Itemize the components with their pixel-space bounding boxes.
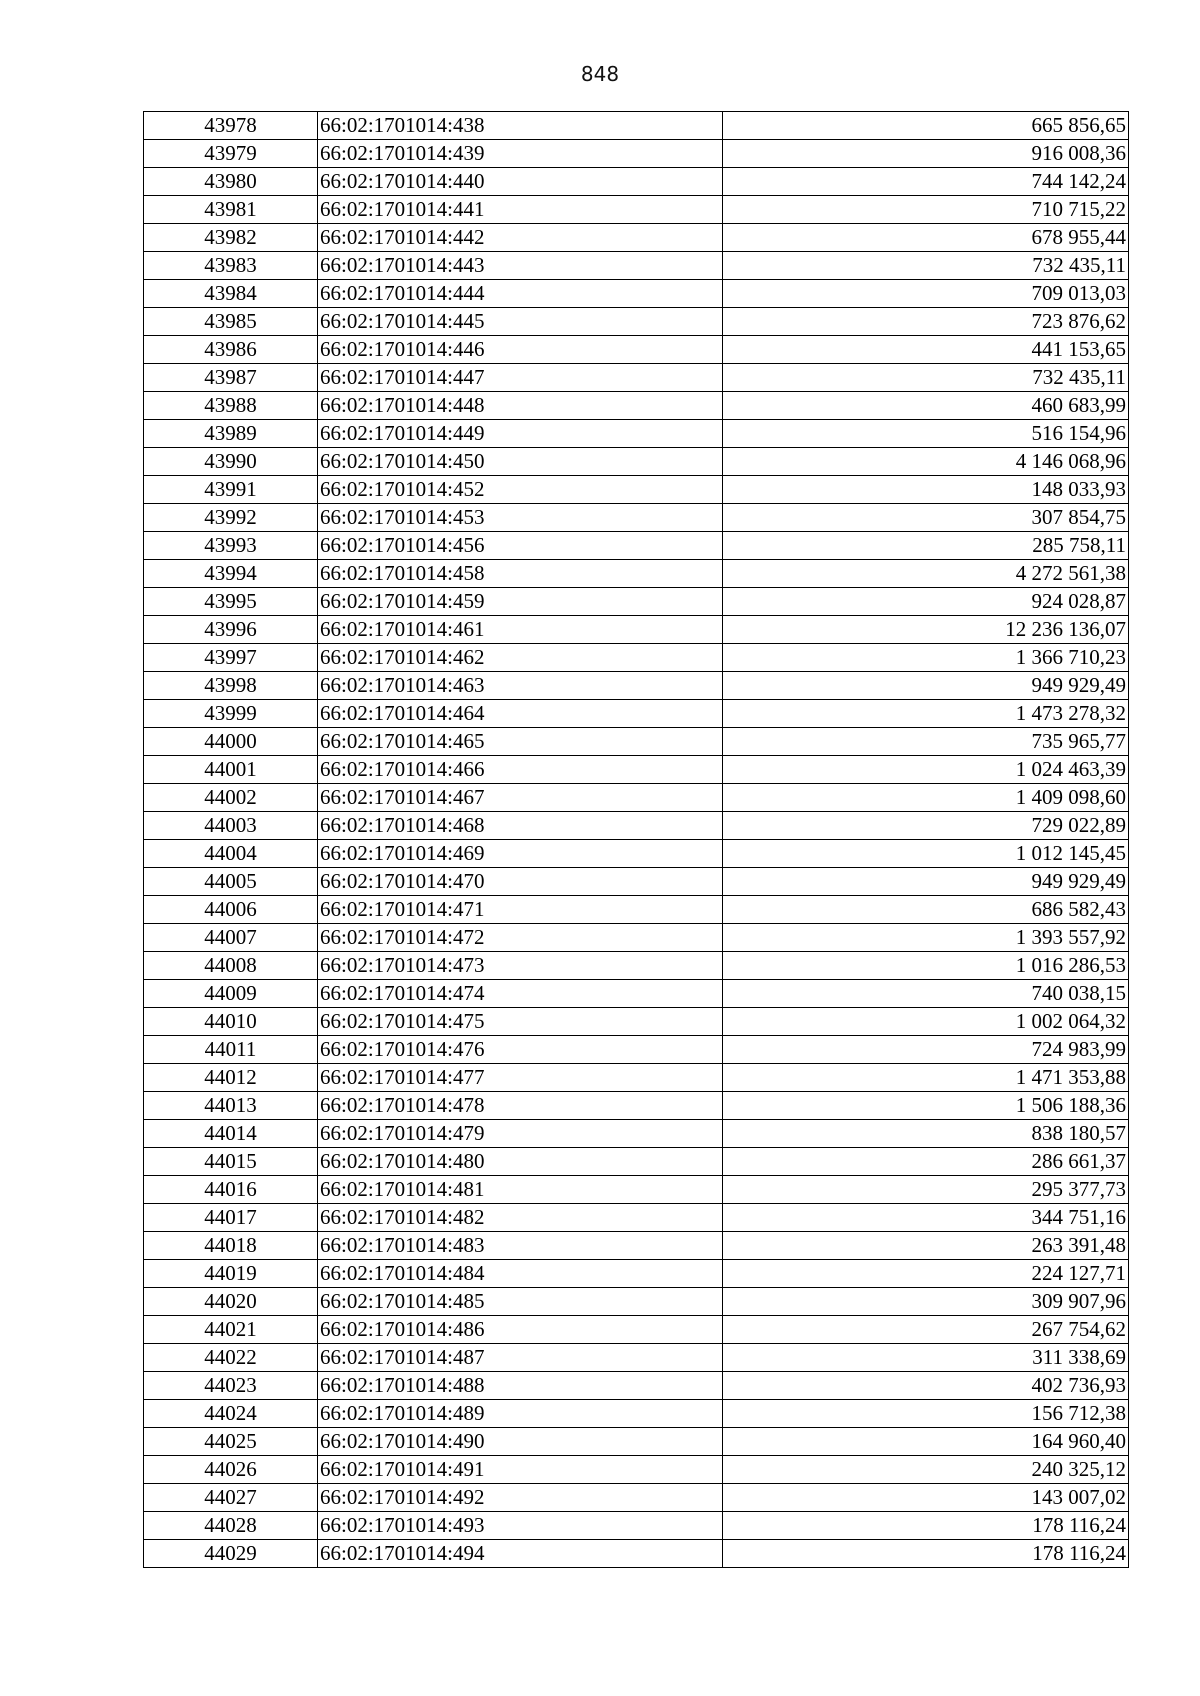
table-row — [144, 1092, 1129, 1120]
cadastral-number-cell: 66:02:1701014:488 — [318, 1372, 723, 1400]
row-number-cell: 44023 — [144, 1372, 318, 1400]
cadastral-value-cell: 286 661,37 — [723, 1148, 1129, 1176]
cadastral-value-cell: 723 876,62 — [723, 308, 1129, 336]
row-number-cell: 44016 — [144, 1176, 318, 1204]
cadastral-number-cell: 66:02:1701014:492 — [318, 1484, 723, 1512]
cadastral-value-cell: 295 377,73 — [723, 1176, 1129, 1204]
table-row — [144, 980, 1129, 1008]
row-number-cell: 43978 — [144, 112, 318, 140]
table-row — [144, 1176, 1129, 1204]
cadastral-number-cell: 66:02:1701014:464 — [318, 700, 723, 728]
table-row — [144, 1512, 1129, 1540]
row-number-cell: 44013 — [144, 1092, 318, 1120]
table-row — [144, 1064, 1129, 1092]
cadastral-value-cell: 1 366 710,23 — [723, 644, 1129, 672]
cadastral-value-cell: 285 758,11 — [723, 532, 1129, 560]
cadastral-value-cell: 311 338,69 — [723, 1344, 1129, 1372]
cadastral-number-cell: 66:02:1701014:456 — [318, 532, 723, 560]
row-number-cell: 43979 — [144, 140, 318, 168]
cadastral-number-cell: 66:02:1701014:466 — [318, 756, 723, 784]
row-number-cell: 43998 — [144, 672, 318, 700]
cadastral-number-cell: 66:02:1701014:467 — [318, 784, 723, 812]
row-number-cell: 43988 — [144, 392, 318, 420]
cadastral-value-cell: 267 754,62 — [723, 1316, 1129, 1344]
table-row — [144, 280, 1129, 308]
cadastral-number-cell: 66:02:1701014:448 — [318, 392, 723, 420]
cadastral-value-cell: 224 127,71 — [723, 1260, 1129, 1288]
table-row — [144, 1456, 1129, 1484]
row-number-cell: 44009 — [144, 980, 318, 1008]
cadastral-number-cell: 66:02:1701014:477 — [318, 1064, 723, 1092]
cadastral-number-cell: 66:02:1701014:494 — [318, 1540, 723, 1568]
table-row — [144, 196, 1129, 224]
row-number-cell: 44005 — [144, 868, 318, 896]
table-row — [144, 420, 1129, 448]
cadastral-value-cell: 678 955,44 — [723, 224, 1129, 252]
cadastral-number-cell: 66:02:1701014:462 — [318, 644, 723, 672]
cadastral-value-cell: 441 153,65 — [723, 336, 1129, 364]
table-row — [144, 616, 1129, 644]
cadastral-value-cell: 710 715,22 — [723, 196, 1129, 224]
table-row — [144, 644, 1129, 672]
row-number-cell: 44029 — [144, 1540, 318, 1568]
cadastral-number-cell: 66:02:1701014:473 — [318, 952, 723, 980]
row-number-cell: 44012 — [144, 1064, 318, 1092]
cadastral-value-cell: 1 016 286,53 — [723, 952, 1129, 980]
cadastral-number-cell: 66:02:1701014:486 — [318, 1316, 723, 1344]
row-number-cell: 44003 — [144, 812, 318, 840]
cadastral-value-cell: 1 012 145,45 — [723, 840, 1129, 868]
table-row — [144, 224, 1129, 252]
table-row — [144, 1232, 1129, 1260]
row-number-cell: 44004 — [144, 840, 318, 868]
row-number-cell: 44017 — [144, 1204, 318, 1232]
cadastral-number-cell: 66:02:1701014:490 — [318, 1428, 723, 1456]
row-number-cell: 43984 — [144, 280, 318, 308]
table-row — [144, 1204, 1129, 1232]
cadastral-number-cell: 66:02:1701014:438 — [318, 112, 723, 140]
cadastral-number-cell: 66:02:1701014:489 — [318, 1400, 723, 1428]
row-number-cell: 43999 — [144, 700, 318, 728]
cadastral-number-cell: 66:02:1701014:452 — [318, 476, 723, 504]
cadastral-number-cell: 66:02:1701014:478 — [318, 1092, 723, 1120]
row-number-cell: 44000 — [144, 728, 318, 756]
table-row — [144, 756, 1129, 784]
cadastral-value-table — [143, 111, 1129, 1568]
cadastral-value-cell: 143 007,02 — [723, 1484, 1129, 1512]
cadastral-value-cell: 307 854,75 — [723, 504, 1129, 532]
table-row — [144, 700, 1129, 728]
table-row — [144, 1344, 1129, 1372]
row-number-cell: 44007 — [144, 924, 318, 952]
cadastral-value-cell: 949 929,49 — [723, 868, 1129, 896]
table-row — [144, 1148, 1129, 1176]
cadastral-number-cell: 66:02:1701014:450 — [318, 448, 723, 476]
row-number-cell: 43982 — [144, 224, 318, 252]
cadastral-number-cell: 66:02:1701014:453 — [318, 504, 723, 532]
table-row — [144, 448, 1129, 476]
cadastral-number-cell: 66:02:1701014:440 — [318, 168, 723, 196]
row-number-cell: 44015 — [144, 1148, 318, 1176]
row-number-cell: 44019 — [144, 1260, 318, 1288]
row-number-cell: 44011 — [144, 1036, 318, 1064]
row-number-cell: 44021 — [144, 1316, 318, 1344]
table-row — [144, 1008, 1129, 1036]
cadastral-value-cell: 924 028,87 — [723, 588, 1129, 616]
cadastral-number-cell: 66:02:1701014:442 — [318, 224, 723, 252]
cadastral-number-cell: 66:02:1701014:444 — [318, 280, 723, 308]
row-number-cell: 44026 — [144, 1456, 318, 1484]
row-number-cell: 43983 — [144, 252, 318, 280]
cadastral-value-cell: 309 907,96 — [723, 1288, 1129, 1316]
table-row — [144, 1120, 1129, 1148]
row-number-cell: 43994 — [144, 560, 318, 588]
table-row — [144, 1400, 1129, 1428]
cadastral-value-cell: 916 008,36 — [723, 140, 1129, 168]
table-row — [144, 812, 1129, 840]
cadastral-value-cell: 178 116,24 — [723, 1540, 1129, 1568]
row-number-cell: 44027 — [144, 1484, 318, 1512]
row-number-cell: 43980 — [144, 168, 318, 196]
cadastral-number-cell: 66:02:1701014:445 — [318, 308, 723, 336]
row-number-cell: 43993 — [144, 532, 318, 560]
cadastral-value-cell: 178 116,24 — [723, 1512, 1129, 1540]
cadastral-value-cell: 732 435,11 — [723, 364, 1129, 392]
cadastral-value-cell: 732 435,11 — [723, 252, 1129, 280]
cadastral-value-cell: 12 236 136,07 — [723, 616, 1129, 644]
cadastral-value-cell: 949 929,49 — [723, 672, 1129, 700]
table-row — [144, 1288, 1129, 1316]
cadastral-value-cell: 148 033,93 — [723, 476, 1129, 504]
cadastral-number-cell: 66:02:1701014:483 — [318, 1232, 723, 1260]
cadastral-value-cell: 402 736,93 — [723, 1372, 1129, 1400]
table-row — [144, 532, 1129, 560]
row-number-cell: 43996 — [144, 616, 318, 644]
row-number-cell: 44006 — [144, 896, 318, 924]
cadastral-value-cell: 263 391,48 — [723, 1232, 1129, 1260]
cadastral-value-cell: 240 325,12 — [723, 1456, 1129, 1484]
cadastral-number-cell: 66:02:1701014:441 — [318, 196, 723, 224]
row-number-cell: 43997 — [144, 644, 318, 672]
table-row — [144, 1372, 1129, 1400]
row-number-cell: 43991 — [144, 476, 318, 504]
cadastral-value-cell: 344 751,16 — [723, 1204, 1129, 1232]
table-row — [144, 112, 1129, 140]
row-number-cell: 44008 — [144, 952, 318, 980]
cadastral-value-cell: 1 409 098,60 — [723, 784, 1129, 812]
cadastral-number-cell: 66:02:1701014:446 — [318, 336, 723, 364]
cadastral-value-cell: 516 154,96 — [723, 420, 1129, 448]
table-row — [144, 1484, 1129, 1512]
row-number-cell: 44024 — [144, 1400, 318, 1428]
row-number-cell: 44018 — [144, 1232, 318, 1260]
table-row — [144, 252, 1129, 280]
cadastral-number-cell: 66:02:1701014:484 — [318, 1260, 723, 1288]
cadastral-number-cell: 66:02:1701014:474 — [318, 980, 723, 1008]
table-row — [144, 896, 1129, 924]
table-row — [144, 1036, 1129, 1064]
table-row — [144, 784, 1129, 812]
cadastral-value-cell: 740 038,15 — [723, 980, 1129, 1008]
cadastral-number-cell: 66:02:1701014:472 — [318, 924, 723, 952]
row-number-cell: 44025 — [144, 1428, 318, 1456]
row-number-cell: 43992 — [144, 504, 318, 532]
row-number-cell: 44002 — [144, 784, 318, 812]
cadastral-value-cell: 1 471 353,88 — [723, 1064, 1129, 1092]
table-row — [144, 336, 1129, 364]
cadastral-value-cell: 1 393 557,92 — [723, 924, 1129, 952]
row-number-cell: 44022 — [144, 1344, 318, 1372]
cadastral-value-cell: 164 960,40 — [723, 1428, 1129, 1456]
cadastral-number-cell: 66:02:1701014:461 — [318, 616, 723, 644]
cadastral-value-cell: 729 022,89 — [723, 812, 1129, 840]
table-row — [144, 476, 1129, 504]
cadastral-number-cell: 66:02:1701014:493 — [318, 1512, 723, 1540]
cadastral-value-cell: 1 024 463,39 — [723, 756, 1129, 784]
cadastral-number-cell: 66:02:1701014:480 — [318, 1148, 723, 1176]
cadastral-value-cell: 724 983,99 — [723, 1036, 1129, 1064]
cadastral-number-cell: 66:02:1701014:481 — [318, 1176, 723, 1204]
row-number-cell: 43981 — [144, 196, 318, 224]
cadastral-value-cell: 4 272 561,38 — [723, 560, 1129, 588]
row-number-cell: 43985 — [144, 308, 318, 336]
table-row — [144, 728, 1129, 756]
table-row — [144, 952, 1129, 980]
cadastral-number-cell: 66:02:1701014:468 — [318, 812, 723, 840]
cadastral-value-cell: 1 473 278,32 — [723, 700, 1129, 728]
cadastral-number-cell: 66:02:1701014:449 — [318, 420, 723, 448]
table-row — [144, 140, 1129, 168]
cadastral-value-cell: 744 142,24 — [723, 168, 1129, 196]
cadastral-value-cell: 735 965,77 — [723, 728, 1129, 756]
row-number-cell: 43989 — [144, 420, 318, 448]
table-row — [144, 308, 1129, 336]
page-number: 848 — [580, 62, 620, 86]
cadastral-number-cell: 66:02:1701014:487 — [318, 1344, 723, 1372]
table-row — [144, 588, 1129, 616]
table-row — [144, 560, 1129, 588]
table-row — [144, 868, 1129, 896]
cadastral-value-cell: 1 506 188,36 — [723, 1092, 1129, 1120]
cadastral-number-cell: 66:02:1701014:447 — [318, 364, 723, 392]
cadastral-number-cell: 66:02:1701014:491 — [318, 1456, 723, 1484]
table-row — [144, 168, 1129, 196]
table-row — [144, 392, 1129, 420]
cadastral-value-cell: 665 856,65 — [723, 112, 1129, 140]
table-row — [144, 840, 1129, 868]
cadastral-number-cell: 66:02:1701014:443 — [318, 252, 723, 280]
row-number-cell: 43995 — [144, 588, 318, 616]
row-number-cell: 44028 — [144, 1512, 318, 1540]
cadastral-value-cell: 460 683,99 — [723, 392, 1129, 420]
cadastral-number-cell: 66:02:1701014:476 — [318, 1036, 723, 1064]
table-row — [144, 1316, 1129, 1344]
row-number-cell: 44014 — [144, 1120, 318, 1148]
cadastral-value-cell: 1 002 064,32 — [723, 1008, 1129, 1036]
cadastral-number-cell: 66:02:1701014:471 — [318, 896, 723, 924]
cadastral-number-cell: 66:02:1701014:459 — [318, 588, 723, 616]
cadastral-number-cell: 66:02:1701014:479 — [318, 1120, 723, 1148]
row-number-cell: 44020 — [144, 1288, 318, 1316]
cadastral-value-cell: 838 180,57 — [723, 1120, 1129, 1148]
cadastral-number-cell: 66:02:1701014:458 — [318, 560, 723, 588]
table-row — [144, 504, 1129, 532]
cadastral-number-cell: 66:02:1701014:475 — [318, 1008, 723, 1036]
table-row — [144, 1540, 1129, 1568]
row-number-cell: 43986 — [144, 336, 318, 364]
row-number-cell: 44001 — [144, 756, 318, 784]
row-number-cell: 43990 — [144, 448, 318, 476]
cadastral-value-cell: 686 582,43 — [723, 896, 1129, 924]
cadastral-number-cell: 66:02:1701014:470 — [318, 868, 723, 896]
cadastral-number-cell: 66:02:1701014:439 — [318, 140, 723, 168]
cadastral-number-cell: 66:02:1701014:469 — [318, 840, 723, 868]
cadastral-number-cell: 66:02:1701014:485 — [318, 1288, 723, 1316]
row-number-cell: 44010 — [144, 1008, 318, 1036]
cadastral-number-cell: 66:02:1701014:463 — [318, 672, 723, 700]
table-body — [144, 112, 1129, 1568]
table-row — [144, 924, 1129, 952]
table-row — [144, 1428, 1129, 1456]
table-row — [144, 1260, 1129, 1288]
cadastral-value-cell: 709 013,03 — [723, 280, 1129, 308]
cadastral-value-cell: 156 712,38 — [723, 1400, 1129, 1428]
table-row — [144, 364, 1129, 392]
table-row — [144, 672, 1129, 700]
row-number-cell: 43987 — [144, 364, 318, 392]
cadastral-number-cell: 66:02:1701014:482 — [318, 1204, 723, 1232]
cadastral-number-cell: 66:02:1701014:465 — [318, 728, 723, 756]
cadastral-value-cell: 4 146 068,96 — [723, 448, 1129, 476]
